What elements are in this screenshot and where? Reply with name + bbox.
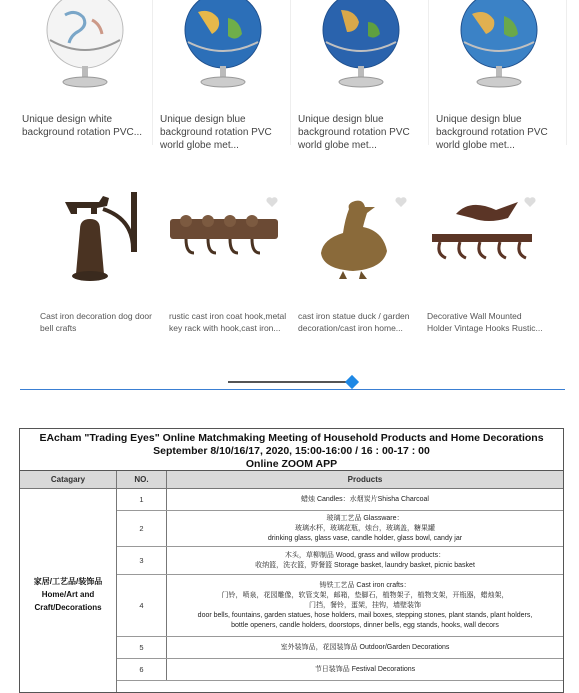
row-products: [167, 659, 563, 680]
product-line: bottle openers, candle holders, doorstops, dinner bells, egg stands, hooks, wall decors: [231, 621, 499, 629]
product-line: 铸铁工艺品 Cast iron crafts：: [319, 581, 411, 589]
header-products: Products: [347, 475, 383, 484]
heart-icon[interactable]: [266, 195, 278, 207]
table-title-date: September 8/10/16/17, 2020, 15:00-16:00 / 16 : 00-17 : 00: [153, 445, 430, 457]
category-cell: [20, 489, 117, 693]
row-products: [167, 489, 563, 510]
table-row: [117, 547, 563, 575]
table-title-line: EAcham "Trading Eyes" Online Matchmaking Meeting of Household Products and Home Decorations: [39, 432, 544, 444]
product-card[interactable]: [154, 0, 291, 151]
product-card[interactable]: [290, 183, 415, 341]
table-header-row: [20, 471, 563, 489]
category-en: Home/Art and Craft/Decorations: [34, 589, 102, 612]
product-caption[interactable]: Unique design blue background rotation PVC world globe met...: [436, 114, 548, 151]
table-row: [117, 489, 563, 511]
product-caption[interactable]: Cast iron decoration dog door bell crafts: [40, 311, 152, 333]
header-category: Catagary: [20, 471, 117, 488]
product-line: 节日装饰品 Festival Decorations: [314, 665, 416, 673]
product-caption[interactable]: cast iron statue duck / garden decoration/cast iron home...: [298, 311, 410, 333]
product-row-globes: [16, 0, 568, 151]
product-image-globe-blue[interactable]: [430, 0, 567, 95]
product-caption[interactable]: Unique design blue background rotation PVC world globe met...: [160, 114, 272, 151]
table-row: [117, 659, 563, 681]
row-products: [167, 511, 563, 546]
table-body: [20, 489, 563, 693]
product-image-globe-blue[interactable]: [154, 0, 291, 95]
product-card[interactable]: [419, 183, 544, 341]
product-line: door bells, fountains, garden statues, hose holders, mail boxes, stepping stones, plant stands, plant holders,: [197, 611, 533, 619]
heart-icon[interactable]: [395, 195, 407, 207]
row-number: 1: [117, 489, 167, 510]
product-line: 蜡烛 Candles：水烟炭片Shisha Charcoal: [301, 495, 429, 503]
row-number: 6: [117, 659, 167, 680]
table-title-venue: Online ZOOM APP: [245, 458, 338, 470]
row-number: 2: [117, 511, 167, 546]
product-row-cast-iron: [32, 183, 552, 341]
product-rows: [117, 489, 563, 693]
product-line: drinking glass, glass vase, candle holder, glass bowl, candy jar: [267, 534, 463, 542]
table-title: [20, 429, 563, 471]
table-row: [117, 511, 563, 547]
meeting-table: [19, 428, 564, 693]
product-card[interactable]: [32, 183, 157, 341]
product-card[interactable]: [161, 183, 286, 341]
carousel-slider-track[interactable]: [228, 381, 348, 383]
product-caption[interactable]: Decorative Wall Mounted Holder Vintage Hooks Rustic...: [427, 311, 543, 333]
product-image-coat-hook-rack[interactable]: [161, 183, 286, 295]
product-line: 玻璃水杯，玻璃花瓶，烛台，玻璃盖，糖果罐: [295, 524, 435, 532]
row-products: [167, 547, 563, 574]
product-card[interactable]: [292, 0, 429, 151]
row-products: [167, 637, 563, 658]
product-card[interactable]: [16, 0, 153, 145]
product-image-globe-white[interactable]: [16, 0, 153, 95]
row-products: [167, 575, 563, 636]
product-line: 收纳篮，洗衣篮，野餐篮 Storage basket, laundry basket, picnic basket: [255, 561, 475, 569]
product-caption[interactable]: rustic cast iron coat hook,metal key rack with hook,cast iron...: [169, 311, 287, 333]
row-number: 5: [117, 637, 167, 658]
carousel-slider-handle[interactable]: [345, 375, 359, 389]
row-number: 4: [117, 575, 167, 636]
product-image-duck-statue[interactable]: [290, 183, 415, 295]
product-image-dog-bell[interactable]: [32, 183, 157, 295]
product-line: 门挡，餐铃，蛋架，挂钩，墙壁装饰: [309, 601, 421, 609]
header-no: NO.: [117, 471, 167, 488]
product-line: 室外装饰品，花园装饰品 Outdoor/Garden Decorations: [280, 643, 450, 651]
table-row: [117, 637, 563, 659]
product-line: 木头，草柳制品 Wood, grass and willow products：: [284, 551, 446, 559]
product-card[interactable]: [430, 0, 567, 151]
product-caption[interactable]: Unique design blue background rotation PVC world globe met...: [298, 114, 410, 151]
category-cn: 家居/工艺品/装饰品: [33, 576, 103, 586]
product-caption[interactable]: Unique design white background rotation PVC...: [22, 114, 143, 138]
product-line: 门铃，喷泉，花园雕像，软管支架，邮箱，垫脚石，植物架子，植物支架，开瓶器，蜡烛架，: [221, 591, 509, 599]
heart-icon[interactable]: [524, 195, 536, 207]
section-divider: [20, 389, 565, 390]
row-number: 3: [117, 547, 167, 574]
table-row: [117, 575, 563, 637]
product-image-globe-blue[interactable]: [292, 0, 429, 95]
product-line: 玻璃工艺品 Glassware：: [326, 514, 404, 522]
product-image-wall-hooks[interactable]: [419, 183, 544, 295]
